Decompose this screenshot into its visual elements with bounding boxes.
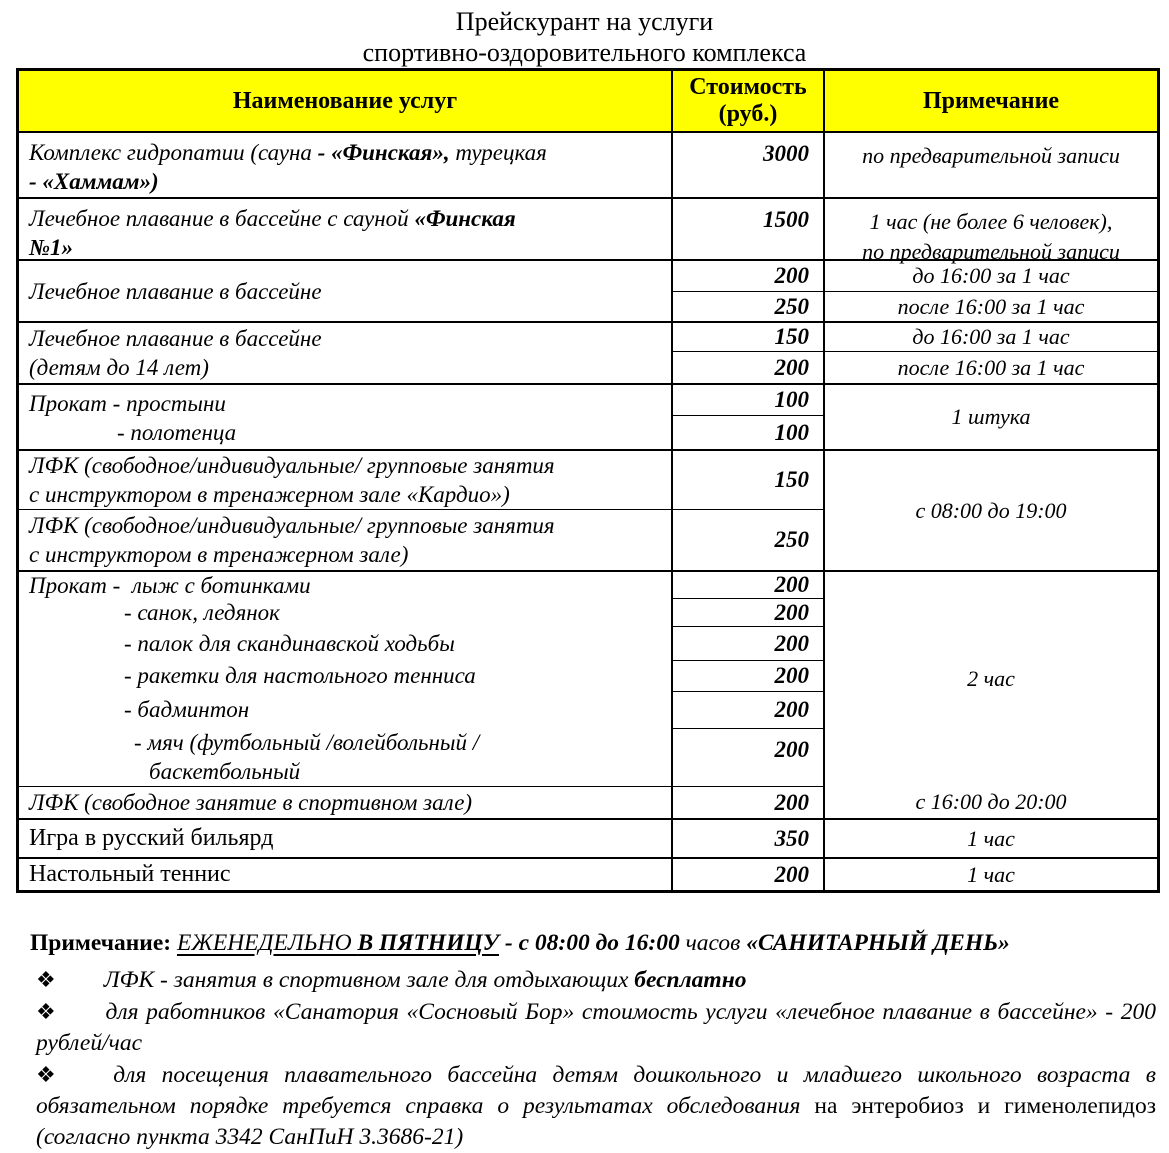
row-pool-sauna-name: Лечебное плавание в бассейне с сауной «Финская №1» — [19, 197, 671, 259]
rent-sport-item-sled-price: 200 — [671, 598, 823, 626]
row-pool-kids-note-evening: после 16:00 за 1 час — [823, 351, 1157, 383]
rent-sport-item-poles-price: 200 — [671, 626, 823, 660]
rent-sport-item-badminton-price: 200 — [671, 691, 823, 728]
rent-sport-item-sled-name: - санок, ледянок — [124, 599, 280, 625]
row-lfk-free-note: с 16:00 до 20:00 — [823, 786, 1157, 818]
row-billiards-price: 350 — [671, 818, 823, 857]
footnote-item-children-certificate: ❖ для посещения плавательного бассейна детям дошкольного и младшего школьного возраста в обязательном порядке требуется справка о результатах обследования на энтеробиоз и гименолепидоз (согласно пункта 3342 СанПиН 3.3686-21) — [36, 1062, 1157, 1150]
rent-sport-item-ball-name: - мяч (футбольный /волейбольный / баскетбольный — [134, 730, 480, 784]
rent-sport-item-rackets-name: - ракетки для настольного тенниса — [124, 663, 476, 688]
row-billiards-note: 1 час — [823, 818, 1157, 857]
row-hydropathy-price: 3000 — [671, 131, 823, 197]
col-header-services: Наименование услуг — [19, 71, 671, 131]
row-pool-name: Лечебное плавание в бассейне — [19, 259, 671, 321]
footnote-heading-label: Примечание: — [30, 930, 177, 956]
row-billiards-name: Игра в русский бильярд — [19, 818, 671, 857]
row-pool-sauna-note: 1 час (не более 6 человек), по предварительной записи — [823, 197, 1157, 259]
footnotes — [16, 928, 1156, 1153]
page-title — [0, 6, 1169, 68]
row-tennis-name: Настольный теннис — [19, 857, 671, 890]
row-pool-price-day: 200 — [671, 259, 823, 291]
row-lfk-gym-price: 250 — [671, 509, 823, 570]
row-rent-linen-name: Прокат - простыни - полотенца — [19, 383, 671, 449]
footnote-heading: Примечание: ЕЖЕНЕДЕЛЬНО В ПЯТНИЦУ - с 08:00 до 16:00 часов «САНИТАРНЫЙ ДЕНЬ» — [30, 930, 1010, 956]
row-lfk-gym-name: ЛФК (свободное/индивидуальные/ групповые занятия с инструктором в тренажерном зале) — [19, 509, 671, 570]
price-table — [16, 68, 1160, 893]
row-pool-kids-name: Лечебное плавание в бассейне (детям до 14 лет) — [19, 321, 671, 383]
diamond-bullet-icon: ❖ — [36, 967, 56, 992]
row-pool-price-evening: 250 — [671, 291, 823, 321]
rent-sport-item-rackets-price: 200 — [671, 660, 823, 691]
row-hydropathy-note: по предварительной записи — [823, 131, 1157, 197]
page-title-line1: Прейскурант на услуги — [455, 7, 714, 36]
rent-sport-item-badminton-name: - бадминтон — [124, 697, 250, 722]
page-title-line2: спортивно-оздоровительного комплекса — [362, 38, 807, 67]
row-tennis-price: 200 — [671, 857, 823, 890]
row-rent-linen-price-sheet: 100 — [671, 383, 823, 415]
footnote-item-lfk-free: ❖ ЛФК - занятия в спортивном зале для отдыхающих бесплатно — [36, 967, 747, 993]
col-header-note: Примечание — [823, 71, 1157, 131]
rent-sport-item-ski-price: 200 — [671, 570, 823, 598]
row-rent-linen-price-towel: 100 — [671, 415, 823, 449]
row-pool-note-evening: после 16:00 за 1 час — [823, 291, 1157, 321]
rent-sport-item-ball-price: 200 — [671, 728, 823, 786]
row-pool-kids-price-evening: 200 — [671, 351, 823, 383]
row-pool-kids-price-day: 150 — [671, 321, 823, 351]
rent-sport-item-ski-name: Прокат - лыж с ботинками — [19, 570, 671, 598]
col-header-cost: Стоимость (руб.) — [671, 71, 823, 131]
row-hydropathy-name: Комплекс гидропатии (сауна - «Финская», турецкая - «Хаммам») — [19, 131, 671, 197]
rent-sport-item-poles-name: - палок для скандинавской ходьбы — [124, 630, 455, 656]
rent-sport-note: 2 час — [823, 570, 1157, 786]
diamond-bullet-icon: ❖ — [36, 1062, 66, 1087]
row-lfk-cardio-price: 150 — [671, 449, 823, 509]
row-lfk-free-name: ЛФК (свободное занятие в спортивном зале) — [19, 786, 671, 818]
row-rent-linen-note: 1 штука — [823, 383, 1157, 449]
row-tennis-note: 1 час — [823, 857, 1157, 890]
row-pool-sauna-price: 1500 — [671, 197, 823, 259]
row-pool-note-day: до 16:00 за 1 час — [823, 259, 1157, 291]
diamond-bullet-icon: ❖ — [36, 999, 58, 1024]
row-lfk-hours-note: с 08:00 до 19:00 — [823, 449, 1157, 570]
footnote-item-staff-price: ❖ для работников «Санатория «Сосновый Бор» стоимость услуги «лечебное плавание в бассейне» - 200 рублей/час — [36, 999, 1156, 1056]
row-lfk-cardio-name: ЛФК (свободное/индивидуальные/ групповые занятия с инструктором в тренажерном зале «Кардио») — [19, 449, 671, 509]
row-pool-kids-note-day: до 16:00 за 1 час — [823, 321, 1157, 351]
row-lfk-free-price: 200 — [671, 786, 823, 818]
